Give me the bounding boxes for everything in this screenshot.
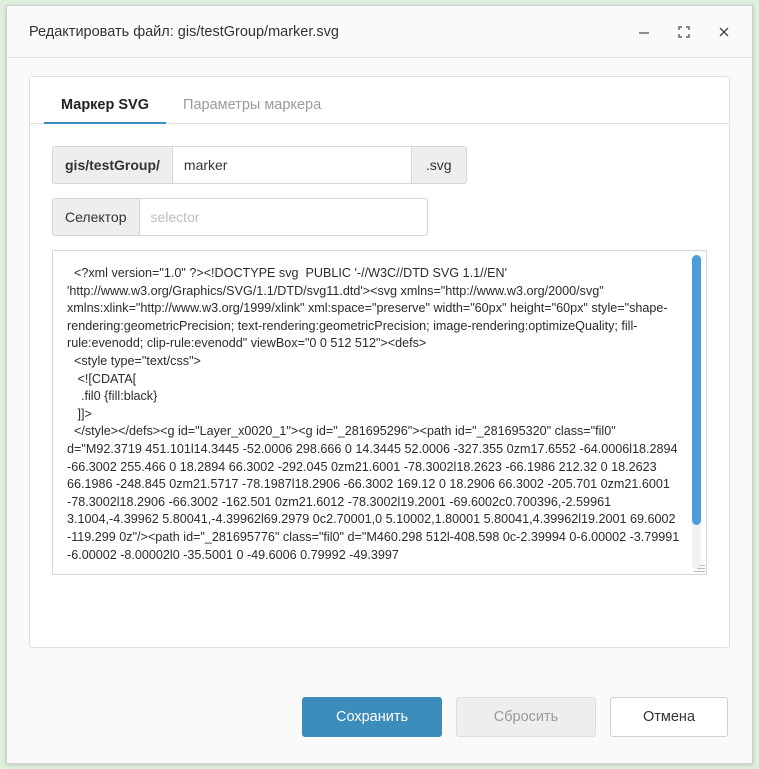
filename-row [52,146,707,184]
tab-bar [30,77,729,124]
minimize-icon[interactable] [626,15,662,49]
dialog-titlebar[interactable] [7,6,752,58]
svg-code-container [52,250,707,575]
dialog-footer [7,671,752,763]
file-extension-label: .svg [412,146,467,184]
tab-marker-svg[interactable]: Маркер SVG [44,98,166,124]
window-controls [626,15,742,49]
file-form [30,124,729,236]
code-scrollbar-thumb[interactable] [692,255,701,525]
tab-marker-params[interactable]: Параметры маркера [183,96,322,113]
dialog-title: Редактировать файл: gis/testGroup/marker.svg [29,23,339,40]
code-scrollbar[interactable] [692,255,701,570]
path-prefix-label: gis/testGroup/ [52,146,172,184]
filename-input[interactable] [172,146,412,184]
close-icon[interactable] [706,15,742,49]
reset-button[interactable]: Сбросить [456,697,596,737]
dialog-body [7,58,752,671]
selector-label: Селектор [52,198,139,236]
editor-card [29,76,730,648]
svg-code-editor[interactable] [52,250,707,575]
cancel-button[interactable]: Отмена [610,697,728,737]
save-button[interactable]: Сохранить [302,697,442,737]
maximize-icon[interactable] [666,15,702,49]
textarea-resize-handle[interactable] [693,561,705,573]
edit-file-dialog [6,5,753,764]
selector-row [52,198,707,236]
selector-input[interactable] [139,198,428,236]
